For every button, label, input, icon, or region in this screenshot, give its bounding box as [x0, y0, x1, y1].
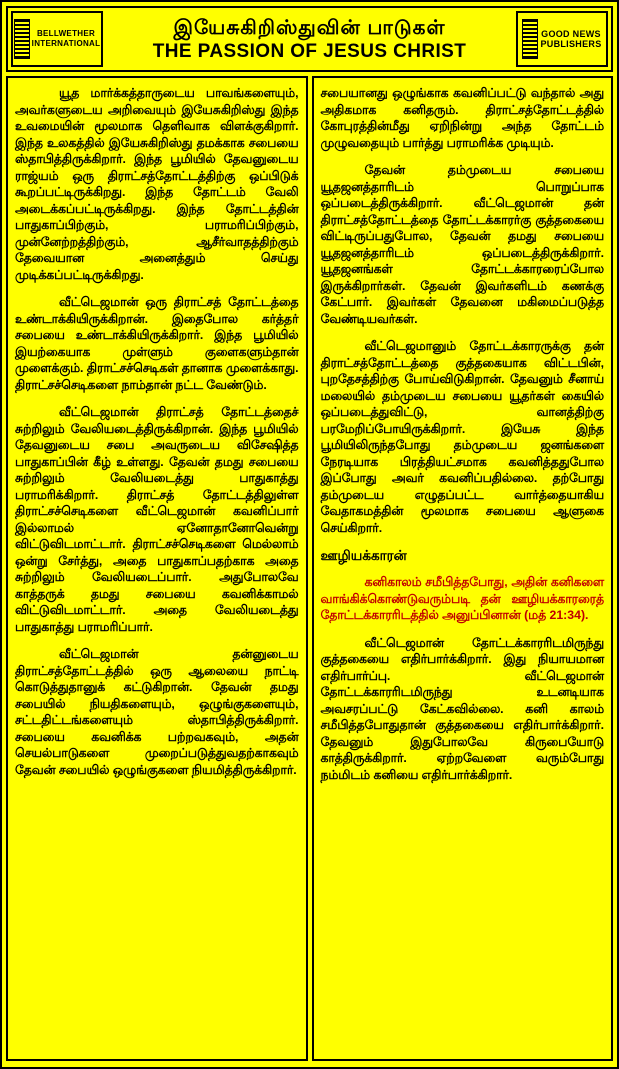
good-news-logo-line2: PUBLISHERS — [540, 39, 602, 49]
paragraph: வீட்டெஜமான் ஒரு திராட்சத் தோட்டத்தை உண்டாக்கியிருக்கிறான். இதைபோல கர்த்தர் சபையை உண்டாக்கியிருக்கிறார். இந்த பூமியில் இயற்கையாக முள்ளும் குளைகளும்தான் முளைக்கும். திராட்சச்செடிகள் தானாக முளைக்காது. திராட்சச்செடிகளை நாம்தான் நட்ட வேண்டும். — [15, 295, 299, 392]
paragraph: வீட்டெஜமானும் தோட்டக்காரருக்கு தன் திராட்சத்தோட்டத்தை குத்தகையாக விட்டபின், புறதேசத்திற்கு போய்விடுகிறான். தேவனும் சீனாய் மலையில் தம்முடைய சபையை யூதர்கள் கையில் ஒப்படைத்துவிட்டு, வானத்திற்கு பரமேறிப்போயிருக்கிறார். இயேசு இந்த பூமியிலிருந்தபோது தம்முடைய ஜனங்களை நேரடியாக பிரத்தியட்சமாக கவனித்ததுபோல இப்போது அவர் கவனிப்பதில்லை. தற்போது தம்முடைய எழுதப்பட்ட வார்த்தையாகிய வேதாகமத்தின் மூலமாக சபையை ஆளுகை செய்கிறார். — [320, 339, 604, 535]
bellwether-logo-line2: INTERNATIONAL — [31, 39, 101, 48]
bellwether-logo-text — [32, 29, 101, 49]
page-header — [6, 6, 613, 72]
bellwether-emblem-icon — [14, 19, 30, 59]
bellwether-logo-line1: BELLWETHER — [36, 29, 96, 38]
good-news-emblem-icon — [522, 19, 538, 59]
paragraph: வீட்டெஜமான் தோட்டக்காரரிடமிருந்து குத்தகையை எதிர்பார்க்கிறார். இது நியாயமான எதிர்பார்ப்பு. வீட்டெஜமான் தோட்டக்காரரிடமிருந்து உடனடியாக அவசரப்பட்டு கேட்கவில்லை. கனி காலம் சமீபித்தபோதுதான் குத்தகையை எதிர்பார்க்கிறார். தேவனும் இதுபோலவே கிருபையோடு காத்திருக்கிறார். ஏற்றவேளை வரும்போது நம்மிடம் கனியை எதிர்பார்க்கிறார். — [320, 635, 604, 782]
body-columns — [6, 76, 613, 1061]
section-heading: ஊழியக்காரன் — [320, 548, 407, 563]
paragraph: தேவன் தம்முடைய சபையை யூதஜனத்தாரிடம் பொறுப்பாக ஒப்படைத்திருக்கிறார். வீட்டெஜமான் தன் திராட்சத்தோட்டத்தை தோட்டக்காரர்கு குத்தகையை விட்டிருப்பதுபோல, தேவன் தமது சபையை யூதஜனத்தாரிடம் ஒப்படைத்திருக்கிறார். யூதஜனங்கள் தோட்டக்காரரைப்போல இருக்கிறார்கள். தேவன் இவர்களிடம் கணக்கு கேட்பார். இவர்கள் தேவனை மகிமைப்படுத்த வேண்டியவர்கள். — [320, 163, 604, 326]
paragraph: வீட்டெஜமான் திராட்சத் தோட்டத்தைச் சுற்றிலும் வேலியடைத்திருக்கிறான். இந்த பூமியில் தேவனுடைய சபை அவருடைய விசேஷித்த பாதுகாப்பின் கீழ் உள்ளது. தேவன் தமது சபையை சுற்றிலும் வேலியடைத்து பாதுகாத்து பராமரிக்கிறார். திராட்சத் தோட்டத்திலுள்ள திராட்சச்செடிகளை வீட்டெஜமான் கவனிப்பார் இல்லாமல் ஏனோதானோவென்று விட்டுவிடமாட்டார். திராட்சச்செடிகளை மெல்லாம் ஒன்று சேர்த்து, அதை பாதுகாப்பதற்காக அதை சுற்றிலும் வேலியடைப்பார். அதுபோலவே காத்தருக் தமது சபையை கவனிக்காமல் விட்டுவிடமாட்டார். அதை வேலியடைத்து பாதுகாத்து பராமரிப்பார். — [15, 405, 299, 634]
scripture-quote: கனிகாலம் சமீபித்தபோது, அதின் கனிகளை வாங்கிக்கொண்டுவரும்படி தன் ஊழியக்காரரைத் தோட்டக்காரரிடத்தில் அனுப்பினான் (மத் 21:34). — [320, 575, 604, 622]
paragraph: சபையானது ஒழுங்காக கவனிப்பட்டு வந்தால் அது அதிகமாக கனிதரும். திராட்சத்தோட்டத்தில் கோபுரத்தின்மீது ஏறிநின்று அந்த தோட்டம் முழுவதையும் பார்த்து பராமரிக்க முடியும். — [320, 86, 604, 150]
left-column — [6, 76, 308, 1061]
good-news-logo-line1: GOOD NEWS — [541, 29, 601, 39]
title-english: THE PASSION OF JESUS CHRIST — [152, 40, 467, 62]
page-title — [106, 8, 513, 70]
paragraph: யூத மார்க்கத்தாருடைய பாவங்களையும், அவர்களுடைய அறிவையும் இயேசுகிறிஸ்து இந்த உவமையின் மூலமாக தெளிவாக விளக்குகிறார். இந்த உலகத்தில் இயேசுகிறிஸ்து தமக்காக சபையை ஸ்தாபித்திருக்கிறார். இந்த பூமியில் தேவனுடைய ராஜ்யம் ஒரு திராட்சத்தோட்டத்திற்கு ஒப்பிடுக் கூறப்பட்டிருக்கிறது. இந்த தோட்டம் வேலி அடைக்கப்பட்டிருக்கிறது. இந்த தோட்டத்தின் பாதுகாப்பிற்கும், பராமரிப்பிற்கும், முன்னேற்றத்திற்கும், ஆசீர்வாதத்திற்கும் தேவையான அனைத்தும் செய்து முடிக்கப்பட்டிருக்கிறது. — [15, 86, 299, 282]
bellwether-international-logo — [11, 11, 103, 67]
title-tamil: இயேசுகிறிஸ்துவின் பாடுகள் — [173, 16, 446, 39]
good-news-logo-text — [540, 29, 601, 49]
right-column — [312, 76, 614, 1061]
paragraph: வீட்டெஜமான் தன்னுடைய திராட்சத்தோட்டத்தில் ஒரு ஆலையை நாட்டி கொடுத்துதானுக் கட்டுகிறான். தேவன் தமது சபையில் நியதிகளையும், ஒழுங்குகளையும், சட்டதிட்டங்களையும் ஸ்தாபித்திருக்கிறார். சபையை கவனிக்க பற்றவகவும், அதன் செயல்பாடுகளை முறைப்படுத்துவதற்காகவும் தேவன் சபையில் ஒழுங்குகளை நியமித்திருக்கிறார். — [15, 647, 299, 777]
good-news-publishers-logo — [516, 11, 608, 67]
